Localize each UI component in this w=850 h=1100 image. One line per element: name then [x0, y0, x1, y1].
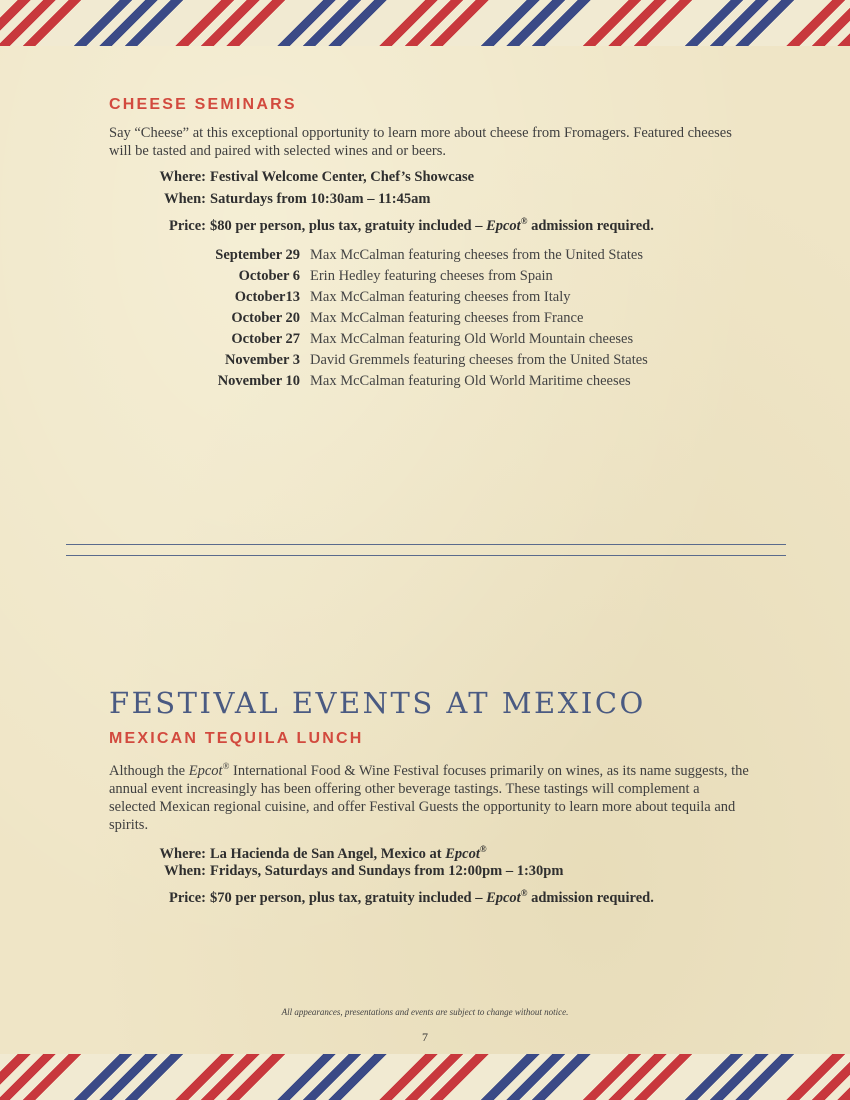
- schedule-date: October 27: [231, 331, 300, 347]
- schedule-date: November 10: [217, 373, 300, 389]
- cheese-price-row: Price: $80 per person, plus tax, gratuity included – Epcot® admission required.: [168, 216, 654, 234]
- schedule-row: [150, 329, 648, 350]
- cheese-seminars-heading: CHEESE SEMINARS: [109, 96, 297, 113]
- page-number: 7: [422, 1030, 428, 1044]
- schedule-row: [150, 287, 648, 308]
- schedule-description: David Gremmels featuring cheeses from the United States: [310, 352, 648, 368]
- cheese-schedule: [150, 245, 648, 392]
- cheese-where-row: Where: Festival Welcome Center, Chef’s Showcase: [159, 169, 475, 185]
- schedule-description: Max McCalman featuring cheeses from the United States: [310, 247, 643, 263]
- tequila-where-row: Where: La Hacienda de San Angel, Mexico at Epcot®: [159, 844, 487, 862]
- cheese-info-block: [156, 166, 654, 232]
- schedule-row: [150, 371, 648, 392]
- airmail-stripe-top: [0, 0, 850, 46]
- cheese-when-row: When: Saturdays from 10:30am – 11:45am: [164, 191, 431, 207]
- schedule-row: [150, 308, 648, 329]
- schedule-date: October 20: [231, 310, 300, 326]
- schedule-description: Erin Hedley featuring cheeses from Spain: [310, 268, 553, 284]
- schedule-date: October 6: [238, 268, 300, 284]
- cheese-when-value: Saturdays from 10:30am – 11:45am: [210, 191, 431, 207]
- tequila-price-row: Price: $70 per person, plus tax, gratuity included – Epcot® admission required.: [168, 888, 654, 906]
- airmail-stripe-bottom: [0, 1054, 850, 1100]
- schedule-description: Max McCalman featuring Old World Mountain cheeses: [310, 331, 634, 347]
- disclaimer-footnote: All appearances, presentations and events are subject to change without notice.: [281, 1007, 569, 1017]
- schedule-date: September 29: [215, 247, 300, 263]
- tequila-intro: Although the Epcot® International Food & Wine Festival focuses primarily on wines, as its name suggests, the annual event increasingly has been offering other beverage tastings. These tastings will complement a selected Mexican regional cuisine, and offer Festival Guests the opportunity to learn more about tequila and spirits.: [109, 761, 749, 833]
- cheese-where-value: Festival Welcome Center, Chef’s Showcase: [210, 169, 475, 185]
- schedule-row: [150, 266, 648, 287]
- schedule-description: Max McCalman featuring cheeses from Italy: [310, 289, 571, 305]
- schedule-row: [150, 245, 648, 266]
- divider-line: [66, 544, 786, 545]
- schedule-row: [150, 350, 648, 371]
- tequila-lunch-heading: MEXICAN TEQUILA LUNCH: [109, 730, 364, 747]
- mexico-section-title: FESTIVAL EVENTS AT MEXICO: [109, 686, 646, 720]
- schedule-description: Max McCalman featuring Old World Maritime cheeses: [310, 373, 631, 389]
- tequila-info-block: [156, 838, 654, 904]
- divider-line: [66, 555, 786, 556]
- schedule-date: November 3: [224, 352, 300, 368]
- tequila-when-row: When: Fridays, Saturdays and Sundays from 12:00pm – 1:30pm: [164, 863, 564, 879]
- schedule-date: October13: [234, 289, 300, 305]
- cheese-intro: Say “Cheese” at this exceptional opportunity to learn more about cheese from Fromagers. Featured cheeses will be tasted and paired with selected wines and or beers.: [109, 125, 732, 159]
- schedule-description: Max McCalman featuring cheeses from France: [310, 310, 584, 326]
